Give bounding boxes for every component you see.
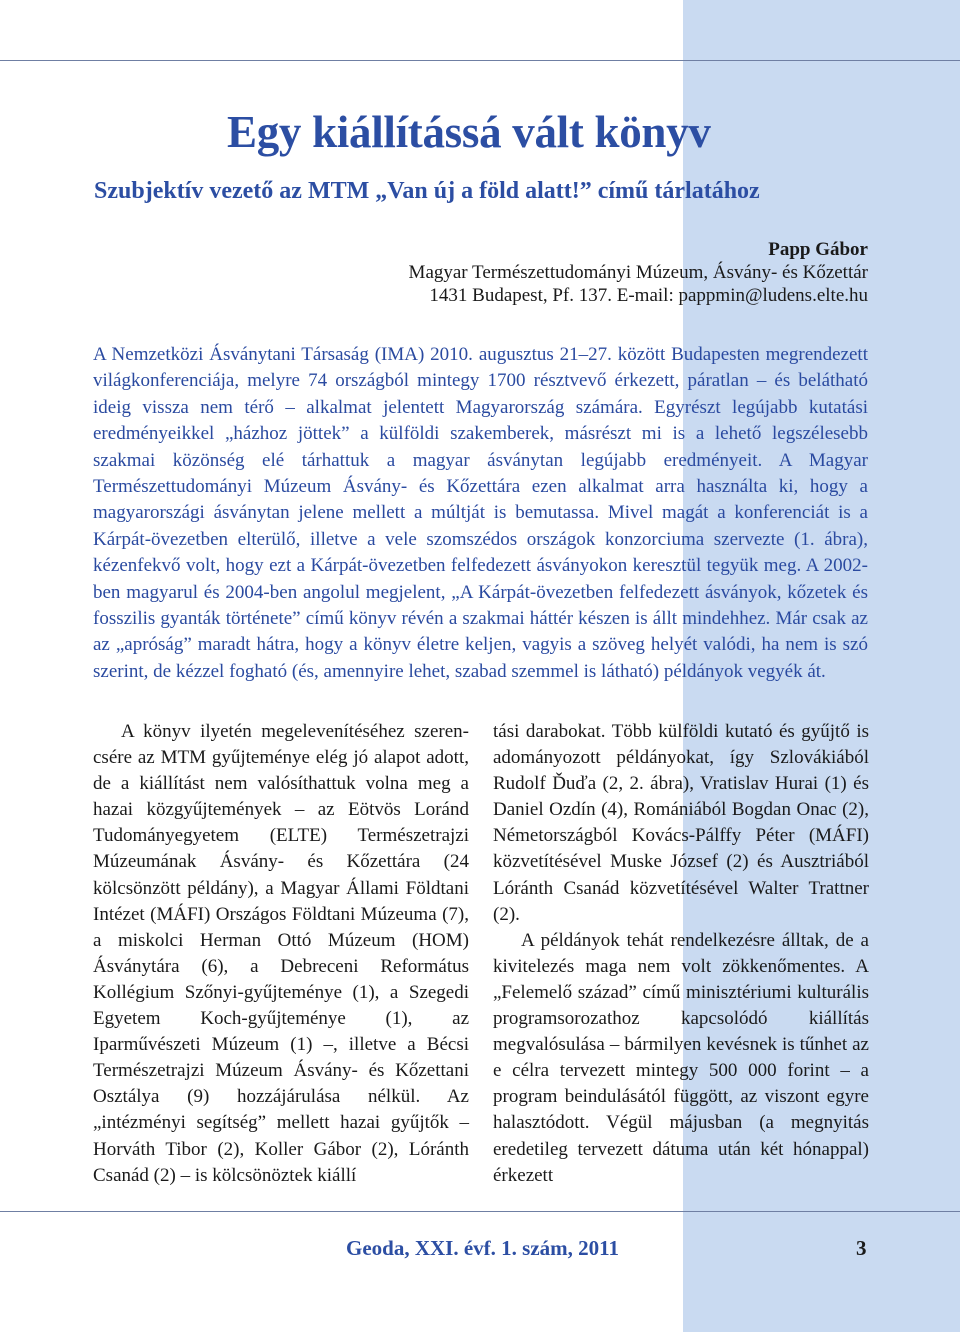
body-column-right (493, 719, 869, 1189)
author-block (409, 238, 868, 307)
body-paragraph: A könyv ilyetén megelevenítéséhez szerencsére az MTM gyűjteménye elég jó alapot adott, de a kiállítást nem valósíthattuk volna meg a hazai közgyűjtemények – az Eötvös Loránd Tudományegyetem (ELTE) Természetrajzi Múzeumának Ásvány- és Kőzettára (24 kölcsönzött példány), a Magyar Állami Földtani Intézet (MÁFI) Országos Földtani Múzeuma (7), a miskolci Herman Ottó Múzeum (HOM) Ásványtára (6), a Debreceni Református Kollégium Szőnyi-gyűjteménye (1), a Szegedi Egyetem Koch-gyűjteménye (1), az Iparművészeti Múzeum (1) –, illetve a Bécsi Természetrajzi Múzeum Ásvány- és Kőzettani Osztálya (9) hozzájárulása nélkül. Az „intézményi segítség” mellett hazai gyűjtők – Horváth Tibor (2), Koller Gábor (2), Lóránth Csanád (2) – is kölcsönöztek kiállí (93, 721, 469, 1186)
body-paragraph: A példányok tehát rendelkezésre álltak, de a kivitelezés maga nem volt zökkenőmentes. A „Felemelő század” című minisztériumi kulturális programsorozathoz kapcsolódó kiállítás megvalósulása – bármilyen kevésnek is tűnhet az e célra tervezett mintegy 500 000 forint – a program beindulásától függött, az viszont egyre halasztódott. Végül májusban (a megnyitás eredetileg tervezett dátuma után két hónappal) érkezett (493, 929, 869, 1186)
article-title: Egy kiállítássá vált könyv (227, 107, 711, 157)
footer-rule (0, 1211, 960, 1212)
abstract: A Nemzetközi Ásványtani Társaság (IMA) 2010. augusztus 21–27. között Budapesten megrendezett világkonferenciája, melyre 74 országból mintegy 1700 résztvevő érkezett, páratlan – és belátható ideig vissza nem térő – alkalmat jelentett Magyarország számára. Egyrészt legújabb kutatási eredményeikkel „házhoz jöttek” a külföldi szakemberek, másrészt mi is a lehető legszélesebb szakmai közönség elé tárhattuk a magyar ásványtan legújabb eredményeit. A Magyar Természettudományi Múzeum Ásvány- és Kőzettára ezen alkalmat arra használta ki, hogy a magyarországi ásványtan jelene mellett a múltját is bemutassa. Mivel magát a konferenciát is a Kárpát-övezetben elterülő, illetve a vele szomszédos országok konzorciuma szervezte (1. ábra), kézenfekvő volt, hogy ezt a Kárpát-övezetben felfedezett ásványokon keresztül tegyük meg. A 2002-ben magyarul és 2004-ben angolul megjelent, „A Kárpát-övezetben felfedezett ásványok, kőzetek és fosszilis gyanták története” című könyv révén a szakmai háttér készen is állt mindehhez. Már csak az az „apróság” maradt hátra, hogy a könyv életre keljen, vagyis a szöveg helyét valódi, ha nem is szó szerint, de kézzel fogható (és, amennyire lehet, szabad szemmel is látható) példányok vegyék át. (93, 344, 868, 682)
body-column-left (93, 719, 469, 1189)
body-paragraph-continued: tási darabokat. Több külföldi kutató és gyűjtő is adományozott példányokat, így Szlovákiából Rudolf Ďuďa (2, 2. ábra), Vratislav Hurai (1) és Daniel Ozdín (4), Romániából Bogdan Onac (2), Németországból Kovács-Pálffy Péter (MÁFI) közvetítésével Muske József (2) és Ausztriából Lóránth Csanád közvetítésével Walter Trattner (2). (493, 721, 869, 925)
journal-citation: Geoda, XXI. évf. 1. szám, 2011 (346, 1236, 619, 1260)
header-rule (0, 60, 960, 61)
author-address: 1431 Budapest, Pf. 137. E-mail: pappmin@ludens.elte.hu (429, 285, 868, 306)
author-name: Papp Gábor (768, 239, 868, 260)
article-subtitle: Szubjektív vezető az MTM „Van új a föld alatt!” című tárlatához (94, 178, 760, 204)
author-affiliation: Magyar Természettudományi Múzeum, Ásvány- és Kőzettár (408, 262, 868, 283)
page-number: 3 (856, 1236, 867, 1260)
